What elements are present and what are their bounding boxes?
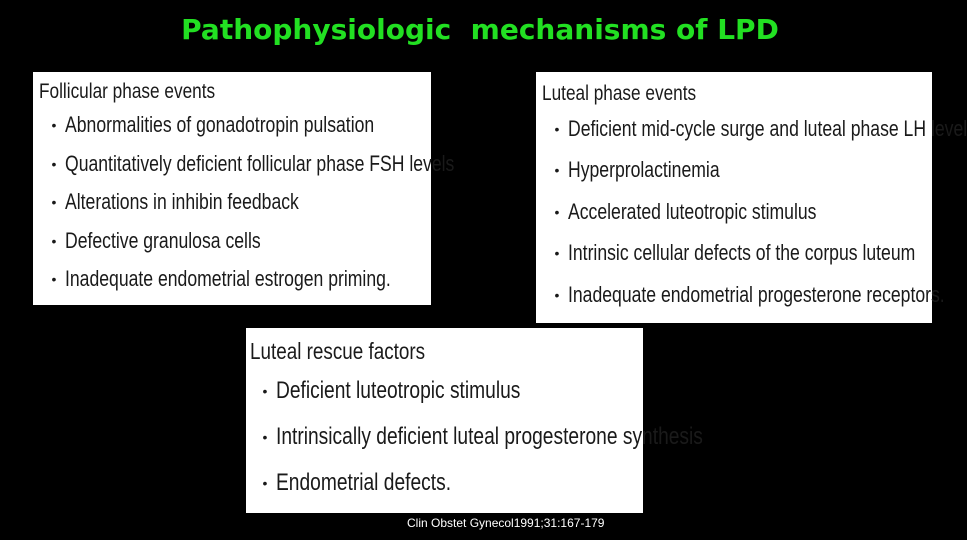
follicular-phase-heading: Follicular phase events bbox=[39, 80, 216, 103]
list-item-text: Intrinsically deficient luteal progesterone synthesis bbox=[276, 423, 703, 450]
bullet-icon: • bbox=[554, 286, 560, 303]
list-item-text: Inadequate endometrial estrogen priming. bbox=[65, 266, 391, 292]
bullet-icon: • bbox=[51, 194, 57, 211]
bullet-icon: • bbox=[262, 383, 268, 399]
bullet-icon: • bbox=[554, 162, 560, 179]
list-item bbox=[250, 460, 643, 506]
luteal-rescue-panel bbox=[246, 328, 703, 513]
list-item-text: Intrinsic cellular defects of the corpus luteum bbox=[568, 240, 916, 266]
follicular-phase-panel bbox=[33, 72, 455, 305]
luteal-phase-heading: Luteal phase events bbox=[542, 82, 697, 105]
list-item-text: Alterations in inhibin feedback bbox=[65, 189, 299, 215]
bullet-icon: • bbox=[554, 120, 560, 137]
list-item bbox=[542, 108, 967, 150]
list-item-text: Inadequate endometrial progesterone receptors. bbox=[568, 281, 945, 307]
bullet-icon: • bbox=[262, 475, 268, 491]
luteal-phase-panel bbox=[536, 72, 967, 323]
list-item-text: Quantitatively deficient follicular phase FSH levels bbox=[65, 150, 455, 176]
list-item bbox=[542, 150, 932, 192]
list-item bbox=[39, 183, 431, 222]
follicular-phase-list bbox=[39, 106, 455, 299]
bullet-icon: • bbox=[51, 271, 57, 288]
luteal-rescue-list bbox=[250, 368, 703, 506]
bullet-icon: • bbox=[51, 117, 57, 134]
list-item-text: Hyperprolactinemia bbox=[568, 157, 720, 183]
list-item-text: Endometrial defects. bbox=[276, 469, 452, 496]
list-item bbox=[250, 368, 643, 414]
list-item bbox=[542, 274, 945, 316]
list-item bbox=[250, 414, 703, 460]
list-item bbox=[39, 222, 431, 261]
list-item-text: Deficient mid-cycle surge and luteal phase LH level bbox=[568, 115, 967, 141]
luteal-phase-list bbox=[542, 108, 967, 316]
list-item-text: Abnormalities of gonadotropin pulsation bbox=[65, 112, 375, 138]
list-item bbox=[39, 106, 431, 145]
list-item bbox=[39, 260, 431, 299]
slide-title: Pathophysiologic mechanisms of LPD bbox=[181, 13, 779, 46]
citation: Clin Obstet Gynecol1991;31:167-179 bbox=[407, 516, 605, 530]
list-item bbox=[542, 191, 932, 233]
list-item-text: Defective granulosa cells bbox=[65, 227, 261, 253]
bullet-icon: • bbox=[262, 429, 268, 445]
bullet-icon: • bbox=[554, 203, 560, 220]
list-item-text: Deficient luteotropic stimulus bbox=[276, 377, 521, 404]
list-item bbox=[39, 145, 455, 184]
bullet-icon: • bbox=[554, 245, 560, 262]
bullet-icon: • bbox=[51, 232, 57, 249]
bullet-icon: • bbox=[51, 155, 57, 172]
luteal-rescue-heading: Luteal rescue factors bbox=[250, 338, 426, 364]
list-item bbox=[542, 233, 932, 275]
list-item-text: Accelerated luteotropic stimulus bbox=[568, 198, 817, 224]
